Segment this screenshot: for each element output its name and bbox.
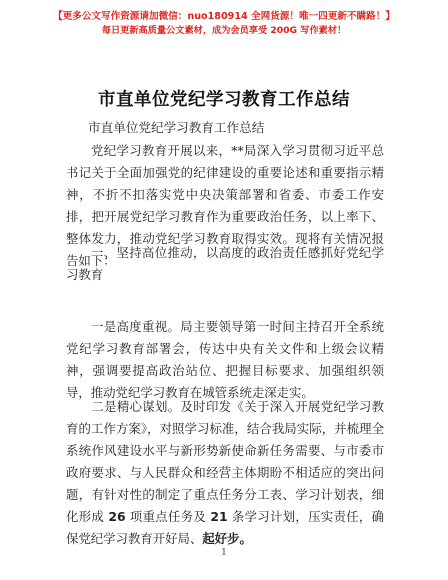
paragraph-text-part-4: 起好步。 bbox=[202, 531, 252, 546]
section-heading-1: 一、坚持高位推动，以高度的政治责任感抓好党纪学习教育 bbox=[66, 245, 384, 282]
paragraph-high-importance: 一是高度重视。局主要领导第一时间主持召开全系统党纪学习教育部署会，传达中央有关文件和上级会议精神，强调要提高政治站位、把握目标要求、加强组织领导，推动党纪学习教育在城管系统走深走实。 bbox=[66, 319, 384, 400]
study-plan-count: 21 bbox=[210, 509, 228, 524]
paragraph-text-part-1: 二是精心谋划。及时印发《关于深入开展党纪学习教育的工作方案》，对照学习标准，结合我局实际，并梳理全系统作风建设水平与新形势新使命新任务需要、与市委市政府要求、与人民群众和经营主体期盼不相适应的突出问题，有针对性的制定了重点任务分工表、学习计划表，细化形成 bbox=[66, 399, 384, 524]
paragraph-intro: 党纪学习教育开展以来，**局深入学习贯彻习近平总书记关于全面加强党的纪律建设的重要论述和重要指示精神，不折不扣落实党中央决策部署和省委、市委工作安排，把开展党纪学习教育作为重要政治任务，以上率下、整体发力，推动党纪学习教育取得实效。现将有关情况报告如下： bbox=[66, 143, 384, 268]
key-task-count: 26 bbox=[108, 509, 126, 524]
paragraph-text-part-3: 条学习计划，压实责任，确保党纪学习教育开好局、 bbox=[66, 509, 384, 546]
promo-banner-line-2: 每日更新高质量公文素材，成为会员享受 200G 写作素材！ bbox=[101, 25, 347, 36]
paragraph-careful-planning bbox=[66, 396, 384, 550]
document-title: 市直单位党纪学习教育工作总结 bbox=[98, 90, 350, 110]
paragraph-text-part-2: 项重点任务及 bbox=[125, 509, 211, 524]
promo-banner-line-1: 【更多公文写作资源请加微信：nuo180914 全网货源！唯一四更新不瞒路！】 bbox=[53, 11, 395, 22]
page-number: 1 bbox=[221, 548, 227, 558]
document-subtitle: 市直单位党纪学习教育工作总结 bbox=[88, 120, 265, 135]
